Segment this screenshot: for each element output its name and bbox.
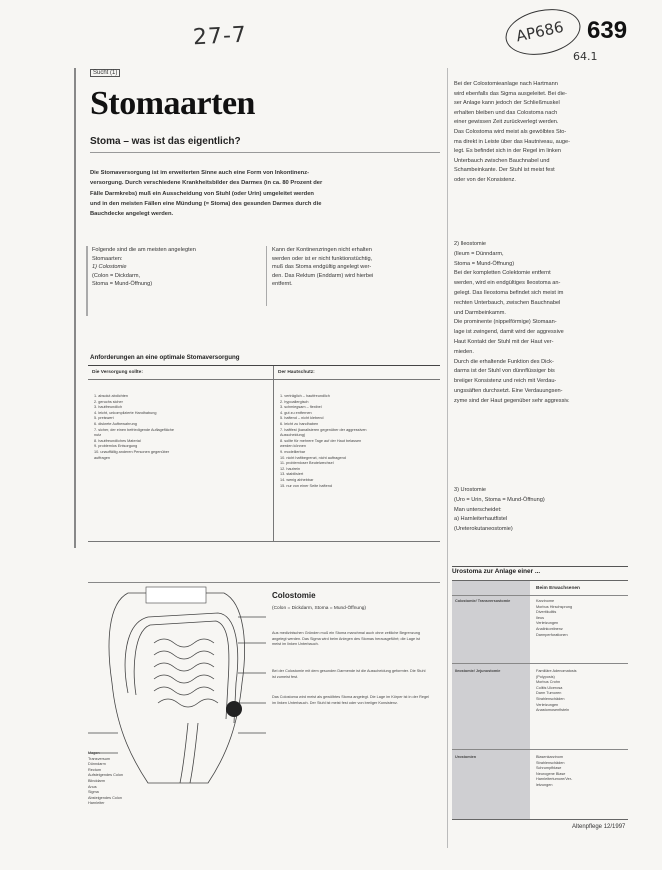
text-line: Das Colostoma wird meist als gewölbtes Sto- — [454, 128, 567, 135]
diagram-subtitle: (Colon = Dickdarm, Stoma = Mund-Öffnung) — [272, 606, 367, 611]
text-line: Durch die erhaltende Funktion des Dick- — [454, 358, 554, 365]
table-row-label: Urostomien — [455, 755, 477, 759]
text-line: mieden. — [454, 348, 474, 355]
list-item: 1. verträglich – hautfreundlich — [280, 394, 330, 398]
text-line: wird ebenfalls das Sigma ausgeleitet. Bei die- — [454, 90, 567, 97]
diagram-title: Colostomie — [272, 591, 316, 600]
list-item: Harnleitertumore/Ver- — [536, 777, 573, 782]
list-item: 12. hautrein — [280, 466, 301, 471]
text-line: Folgende sind die am meisten angelegten — [92, 247, 196, 253]
list-item: nutz — [94, 433, 102, 438]
handwritten-note: 27-7 — [192, 22, 248, 51]
text-line: Die prominente (nippelförmige) Stomaan- — [454, 319, 557, 326]
list-item: Blasenkarzinom — [536, 755, 564, 759]
list-item: 14. wenig abhebbar — [280, 477, 314, 482]
legend-item: Magen — [88, 751, 100, 755]
text-line: lage ist zwingend, damit wird der aggressive — [454, 329, 564, 336]
text-line: muß das Stoma endgültig angelegt wer- — [272, 264, 372, 271]
diagram-paragraph: Das Colostoma wird meist als gewölbtes Stoma angelegt. Die Lage im Körper ist in der Regel im linken Unterbauch. Der Stuhl ist meist fest oder von breiiger Konsistenz. — [272, 695, 430, 705]
text-line: einer gewissen Zeit zurückverlegt werden. — [454, 119, 559, 126]
section-heading: 2) Ileostomie — [454, 241, 487, 247]
text-line: und Darmbeinkamm. — [454, 309, 506, 316]
section-label: Sucht (1) — [90, 69, 120, 77]
text-line: entfernt. — [272, 281, 293, 288]
text-line: rechten Unterbauch, zwischen Bauchnabel — [454, 299, 561, 306]
table-row-items — [536, 669, 626, 714]
list-item: Darm Tumoren — [536, 691, 562, 696]
legend-item: Rectum — [88, 767, 102, 772]
text-line: werden, wird ein endgültiges Ileostoma an- — [454, 280, 561, 287]
section-heading: 3) Urostomie — [454, 487, 487, 493]
requirements-heading: Anforderungen an eine optimale Stomaversorgung — [90, 354, 240, 361]
intro-paragraph — [90, 168, 440, 219]
diagram-paragraph: Bei der Colostomie mit dem gesunden Darmende ist die Ausscheidung geformter. Die Stuhl ist zumeist fest. — [272, 669, 426, 679]
legend-item: Transversum — [88, 756, 111, 761]
list-item: letzungen — [536, 782, 553, 787]
column-rule — [266, 246, 267, 306]
table-row-label: Colostomie/ Transversostomie — [455, 599, 511, 603]
text-line: Stoma = Mund-Öffnung) — [92, 281, 153, 288]
requirements-left-list — [94, 394, 270, 461]
text-line: Haut Kontakt der Stuhl mit der Haut ver- — [454, 338, 554, 345]
table-row-items — [536, 599, 626, 638]
text-line: zyme sind der Haut gegenüber sehr aggressiv. — [454, 397, 570, 404]
list-item: 13. stabilisiert — [280, 472, 304, 477]
text-line: erhalten bleiben und das Colostoma nach — [454, 109, 558, 116]
legend-item: Dünndarm — [88, 762, 106, 767]
text-line: ser Anlage kann jedoch der Schließmuskel — [454, 100, 560, 107]
list-item: 2. geruchs sicher — [94, 399, 123, 404]
legend-item: Absteigendes Colon — [88, 795, 122, 800]
list-item: Strahlenschäden — [536, 760, 565, 765]
page-subtitle: Stoma – was ist das eigentlich? — [90, 136, 241, 147]
legend-item: Sigma — [88, 790, 99, 795]
diagram-paragraph: Aus medizinischen Gründen muß ein Stoma manchmal auch ohne zeitliche Begrenzung angelegt werden. Das Sigma wird beim Anlegen des Stomas herausgeführt; die Lage ist meist im linken Unterbauch. — [272, 631, 420, 647]
text-line: Unterbauch zwischen Bauchnabel und — [454, 157, 550, 164]
page-title: Stomaarten — [90, 85, 255, 122]
list-item: 3. schmiegsam – flexibel — [280, 405, 322, 410]
list-item: 2. hypoallergisch — [280, 399, 309, 404]
urostomy-section — [454, 486, 630, 535]
list-item: (Polyposis) — [536, 674, 555, 679]
text-line: ungssäften durchsetzt. Eine Verdauungsen- — [454, 387, 563, 394]
list-item: 4. gut zu entfernen — [280, 410, 312, 415]
list-item: auffragen — [94, 455, 110, 460]
list-item: 10. unauffällig anderen Personen gegenüber — [94, 449, 170, 454]
right-column-paragraph — [454, 80, 630, 186]
list-item: 7. haftfest (kanalisieren gegenüber der aggressiven — [280, 427, 367, 432]
text-line: (Uro = Urin, Stoma = Mund-Öffnung) — [454, 496, 545, 503]
text-line: Stomaarten: — [92, 255, 123, 262]
requirements-right-list — [280, 394, 436, 489]
text-line: breiiger Konsistenz und reich mit Verdau- — [454, 378, 557, 385]
list-item: Verletzungen — [536, 621, 559, 626]
intro-line: Bauchdecke angelegt werden. — [90, 211, 174, 218]
list-item: 3. hautfreundlich — [94, 405, 123, 410]
margin-line — [74, 68, 76, 548]
text-line: darms ist der Stuhl von dünnflüssiger bis — [454, 368, 555, 375]
list-item: Ausscheidung) — [280, 433, 306, 438]
list-item: werden können — [280, 444, 306, 449]
page-number: 639 — [587, 17, 628, 44]
table-heading: Urostoma zur Anlage einer ... — [452, 566, 628, 580]
text-line: Kann der Kontinenzringen nicht erhalten — [272, 247, 372, 253]
list-item: 11. problemloser Beutelwechsel — [280, 461, 334, 466]
list-item: 10. nicht haftbegrenzt, nicht auftragend — [280, 455, 346, 460]
stoma-types-column — [92, 246, 262, 289]
text-line: Bei der Colostomieanlage nach Hartmann — [454, 81, 558, 87]
text-line: a) Harnleiterhautfistel — [454, 516, 508, 523]
list-item: 6. leicht zu handhaben — [280, 421, 319, 426]
anatomy-figure — [88, 582, 440, 807]
text-line: Schambeinkante. Der Stuhl ist meist fest — [454, 167, 555, 174]
list-item: Karzinome — [536, 599, 555, 603]
diagram-legend — [88, 751, 158, 807]
indications-table — [452, 580, 628, 820]
text-line: 1) Colostomie — [92, 264, 127, 271]
list-item: Familiäre Adenomatosis — [536, 669, 577, 673]
text-line: ma direkt in Leiste über das Hautniveau, auge- — [454, 138, 570, 145]
list-item: Colitis Ulcerosa — [536, 685, 563, 690]
text-line: werden oder ist er nicht funktionstüchtig, — [272, 255, 373, 262]
column-divider — [447, 68, 448, 848]
table-row-label: Ileostomie/ Jejunostomie — [455, 669, 501, 673]
requirements-left-header: Die Versorgung sollte: — [92, 370, 143, 375]
list-item: Morbus Crohn — [536, 680, 561, 685]
requirements-box — [88, 365, 440, 542]
legend-item: Blinddarm — [88, 778, 106, 783]
list-item: 15. nur von einer Seite haftend — [280, 483, 332, 488]
stamp-text: AP686 — [514, 17, 566, 46]
list-item: Ileus — [536, 615, 545, 620]
list-item: 1. absolut abdichten — [94, 394, 128, 398]
list-item: Anastomosenfisteln — [536, 708, 570, 713]
table-col-header: Beim Erwachsenen — [536, 586, 580, 591]
list-item: Schrumpfblase — [536, 766, 562, 771]
text-line: legt. Es befindet sich in der Regel im linken — [454, 148, 561, 155]
text-line: (Ureterokutaneostomie) — [454, 526, 513, 533]
list-item: 9. problemlos Entsorgung — [94, 444, 138, 449]
text-line: Man unterscheidet: — [454, 506, 502, 513]
intro-line: und in den meisten Fällen eine Mündung (= Stoma) des gesunden Darmes durch die — [90, 200, 322, 207]
list-item: 5. preiswert — [94, 416, 114, 421]
list-item: Analinkontinenz — [536, 626, 563, 631]
intro-line: versorgung. Durch verschiedene Krankheitsbilder des Darmes (in ca. 80 Prozent der — [90, 180, 323, 187]
list-item: 4. leicht, unkomplizierte Handhabung — [94, 410, 157, 415]
footer-source: Altenpflege 12/1997 — [572, 824, 626, 830]
table-row-items — [536, 755, 626, 789]
list-item: Strahlenschäden — [536, 696, 565, 701]
list-item: Divertikulitis — [536, 610, 557, 615]
intro-line: Die Stomaversorgung ist im erweiterten Sinne auch eine Form von Inkontinenz- — [90, 170, 310, 176]
text-line: Stoma = Mund-Öffnung) — [454, 260, 515, 267]
text-line: oder von der Konsistenz. — [454, 176, 516, 183]
list-item: 5. haftend – nicht klebend — [280, 416, 324, 421]
legend-item: Aufsteigendes Colon — [88, 773, 124, 778]
requirements-right-header: Der Hautschutz: — [278, 370, 315, 375]
legend-item: Harnleiter — [88, 801, 105, 806]
list-item: Morbus Hirschsprung — [536, 604, 573, 609]
list-item: Neurogene Blase — [536, 771, 566, 776]
list-item: Darmperforationen — [536, 632, 568, 637]
ileostomy-section — [454, 240, 630, 407]
list-item: Verletzungen — [536, 702, 559, 707]
intro-line: Fälle Darmkrebs) muß ein Ausscheidung von Stuhl (oder Urin) umgeleitet werden — [90, 190, 314, 197]
text-line: den. Das Rektum (Enddarm) wird hierbei — [272, 272, 374, 279]
list-item: 8. hautfreundliches Material — [94, 438, 141, 443]
list-item: 6. diskrete Aufbewahrung — [94, 421, 137, 426]
legend-item: Anus — [88, 784, 97, 789]
divider — [90, 152, 440, 153]
text-line: gelegt. Das Ileostoma befindet sich meist im — [454, 289, 564, 296]
column-rule — [86, 246, 88, 316]
colostomy-note-column — [272, 246, 442, 289]
text-line: (Ileum = Dünndarm, — [454, 250, 504, 257]
list-item: 8. sollte für mehrere Tage auf der Haut belassen — [280, 438, 362, 443]
list-item: 7. sicher, der einen befriedigende Auflagefläche — [94, 427, 175, 432]
list-item: 9. modellierbar — [280, 449, 306, 454]
text-line: Bei der kompletten Colektomie entfernt — [454, 270, 551, 277]
text-line: (Colon = Dickdarm, — [92, 272, 141, 279]
stamp-subnote: 64.1 — [573, 50, 598, 63]
